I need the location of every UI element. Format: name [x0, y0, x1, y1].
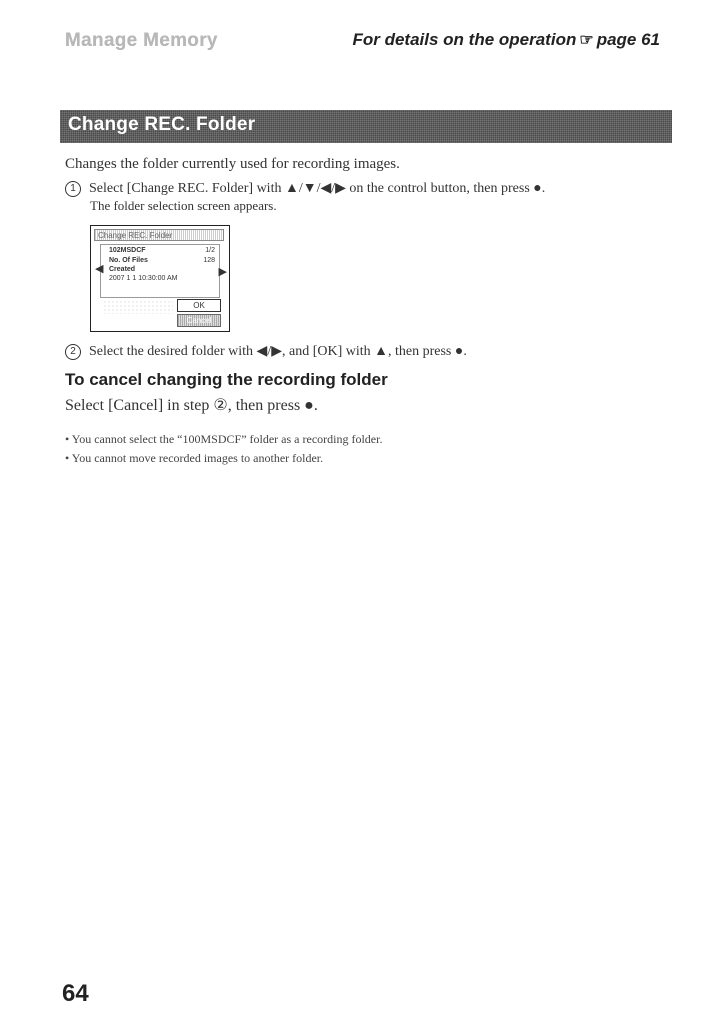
section-title: Change REC. Folder	[68, 114, 256, 135]
right-arrow-icon[interactable]: ▶	[218, 265, 227, 278]
page-number: 64	[62, 980, 89, 1007]
folder-info-box	[95, 244, 227, 298]
page-ref-number[interactable]: page 61	[596, 30, 660, 49]
cancel-instruction: Select [Cancel] in step ②, then press ●.	[65, 397, 318, 414]
note-item: • You cannot select the “100MSDCF” folder as a recording folder.	[65, 432, 383, 446]
cancel-subheading: To cancel changing the recording folder	[65, 370, 388, 389]
note-item: • You cannot move recorded images to another folder.	[65, 451, 324, 465]
folder-page-indicator: 1/2	[205, 247, 215, 254]
section-title-bar	[60, 110, 672, 143]
cancel-button[interactable]: Cancel	[177, 314, 221, 327]
left-arrow-icon[interactable]: ◀	[95, 262, 104, 275]
details-text: For details on the operation	[352, 30, 577, 49]
created-date: 2007 1 1 10:30:00 AM	[109, 275, 178, 282]
step-1-subtext: The folder selection screen appears.	[90, 198, 277, 213]
step-1-text: Select [Change REC. Folder] with ▲/▼/◀/▶ on the control button, then press ●.	[89, 181, 546, 196]
page-reference[interactable]	[352, 30, 660, 50]
ok-button[interactable]: OK	[177, 299, 221, 312]
screen-title: Change REC. Folder	[94, 229, 224, 241]
step-1	[65, 180, 545, 197]
step-2-text: Select the desired folder with ◀/▶, and [OK] with ▲, then press ●.	[89, 344, 467, 359]
decorative-pattern	[103, 300, 173, 314]
files-count: 128	[203, 257, 215, 264]
step-1-number-icon: 1	[65, 181, 81, 197]
intro-text: Changes the folder currently used for recording images.	[65, 156, 400, 172]
created-label: Created	[109, 266, 136, 273]
folder-selection-screen	[90, 225, 230, 332]
folder-name: 102MSDCF	[109, 247, 146, 254]
files-label: No. Of Files	[109, 257, 148, 264]
step-2-number-icon: 2	[65, 344, 81, 360]
chapter-title: Manage Memory	[65, 30, 218, 51]
step-2	[65, 343, 467, 360]
pointing-hand-icon: ☞	[579, 32, 594, 49]
